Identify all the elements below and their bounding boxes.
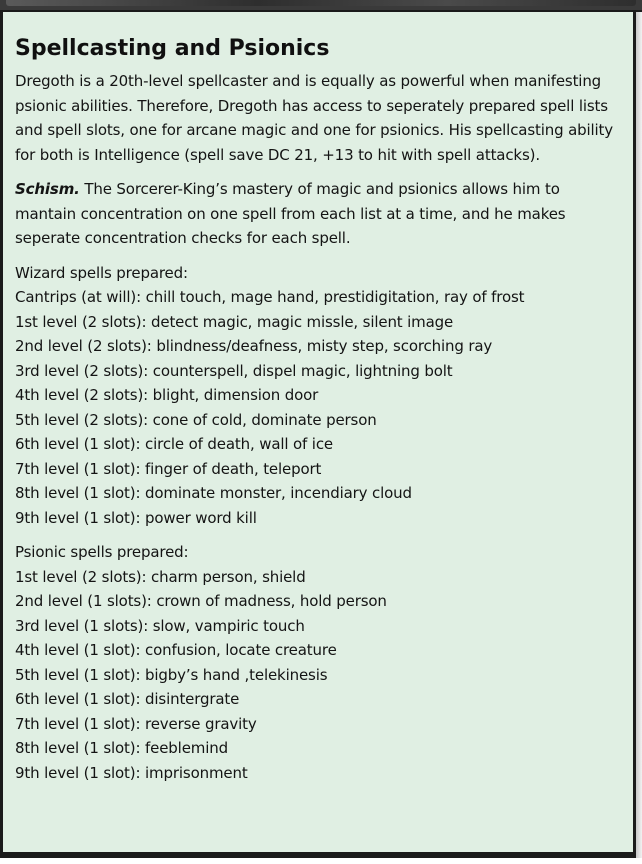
psionic-spell-list: [15, 565, 623, 786]
top-border-strip: [6, 0, 636, 6]
psionic-spell-line: 2nd level (1 slots): crown of madness, hold person: [15, 592, 387, 610]
psionic-spell-line: 7th level (1 slot): reverse gravity: [15, 714, 257, 733]
psionic-spell-line: 5th level (1 slot): bigby’s hand ,telekinesis: [15, 665, 328, 684]
psionic-spell-line: 9th level (1 slot): imprisonment: [15, 763, 248, 782]
wizard-spell-line: 8th level (1 slot): dominate monster, incendiary cloud: [15, 484, 412, 502]
wizard-spell-line: Cantrips (at will): chill touch, mage hand, prestidigitation, ray of frost: [15, 288, 525, 306]
intro-paragraph: Dregoth is a 20th-level spellcaster and is equally as powerful when manifesting psionic abilities. Therefore, Dregoth has access to seperately prepared spell lists and spell slots, one for arcane magic and one for psionics. His spellcasting ability for both is Intelligence (spell save DC 21, +13 to hit with spell attacks).: [15, 72, 614, 164]
wizard-spells-heading: Wizard spells prepared:: [15, 263, 188, 282]
wizard-spell-line: 9th level (1 slot): power word kill: [15, 508, 257, 527]
right-shadow-edge: [636, 12, 642, 858]
psionic-spell-line: 1st level (2 slots): charm person, shield: [15, 567, 306, 586]
psionic-spell-line: 8th level (1 slot): feeblemind: [15, 739, 228, 757]
wizard-spell-line: 2nd level (2 slots): blindness/deafness, misty step, scorching ray: [15, 337, 493, 355]
wizard-spells-section: [15, 261, 623, 531]
psionic-spell-line: 4th level (1 slot): confusion, locate creature: [15, 641, 337, 659]
wizard-spell-list: [15, 285, 623, 530]
schism-lead: Schism.: [15, 180, 80, 198]
wizard-spell-line: 3rd level (2 slots): counterspell, dispel magic, lightning bolt: [15, 361, 453, 380]
wizard-spell-line: 1st level (2 slots): detect magic, magic missle, silent image: [15, 312, 454, 331]
wizard-spell-line: 5th level (2 slots): cone of cold, dominate person: [15, 410, 377, 429]
top-border-bar: [0, 0, 642, 12]
psionic-spell-line: 3rd level (1 slots): slow, vampiric touch: [15, 616, 305, 635]
schism-text: The Sorcerer-King’s mastery of magic and psionics allows him to mantain concentration on one spell from each list at a time, and he makes seperate concentration checks for each spell.: [15, 180, 566, 247]
schism-paragraph: [15, 177, 623, 251]
wizard-spell-line: 7th level (1 slot): finger of death, teleport: [15, 459, 322, 478]
psionic-spells-heading: Psionic spells prepared:: [15, 543, 189, 561]
psionic-spell-line: 6th level (1 slot): disintergrate: [15, 690, 240, 708]
spellcasting-note-box: [0, 12, 636, 858]
psionic-spells-section: [15, 540, 623, 785]
wizard-spell-line: 6th level (1 slot): circle of death, wall of ice: [15, 435, 334, 453]
wizard-spell-line: 4th level (2 slots): blight, dimension door: [15, 386, 319, 404]
section-title: Spellcasting and Psionics: [15, 36, 330, 61]
